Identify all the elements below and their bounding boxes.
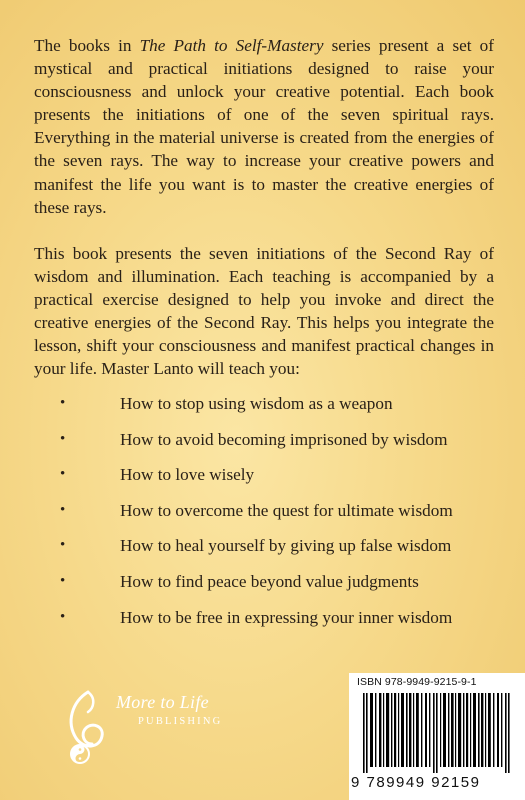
list-item [60, 534, 500, 570]
publisher-name: More to Life [116, 692, 209, 712]
barcode-icon [359, 693, 515, 773]
list-item-text: How to overcome the quest for ultimate wisdom [120, 500, 453, 520]
list-item [60, 570, 500, 606]
list-item-text: How to be free in expressing your inner wisdom [120, 607, 453, 627]
intro-after-title: series present a set of mystical and practical initiations designed to raise your consciousness and unlock your creative potential. Each book presents the initiations of one of the seven spiritual rays. Everything in the material universe is created from the energies of the seven rays. The way to increase your creative powers and manifest the life you want is to master the creative energies of these rays. [34, 36, 494, 217]
series-title: The Path to Self-Mastery [139, 36, 324, 55]
teaching-list [60, 392, 500, 641]
bullet-icon: • [60, 395, 66, 411]
isbn-label: ISBN 978-9949-9215-9-1 [357, 676, 477, 688]
yin-yang-swirl-icon [58, 688, 118, 768]
list-item [60, 463, 500, 499]
list-item-text: How to stop using wisdom as a weapon [120, 394, 393, 413]
bullet-icon: • [60, 430, 66, 447]
barcode-digits: 9 789949 92159 [351, 774, 481, 791]
intro-before-title: The books in [34, 36, 140, 55]
list-item-text: How to find peace beyond value judgments [120, 571, 419, 591]
bullet-icon: • [60, 537, 66, 554]
list-item-text: How to love wisely [120, 465, 255, 485]
list-item-text: How to heal yourself by giving up false wisdom [120, 536, 452, 556]
list-item [60, 392, 500, 428]
publisher-sub: PUBLISHING [138, 716, 223, 727]
list-item [60, 606, 500, 642]
bullet-icon: • [60, 501, 66, 518]
intro-paragraph [34, 34, 494, 219]
barcode-block [349, 673, 525, 800]
publisher-logo [58, 688, 248, 768]
list-item-text: How to avoid becoming imprisoned by wisdom [120, 429, 448, 449]
list-item [60, 499, 500, 535]
bullet-icon: • [60, 572, 66, 589]
list-item [60, 428, 500, 464]
bullet-icon: • [60, 466, 66, 483]
bullet-icon: • [60, 608, 66, 625]
second-paragraph: This book presents the seven initiations of the Second Ray of wisdom and illumination. Each teaching is accompanied by a practical exercise designed to help you invoke and direct the creative energies of the Second Ray. This helps you integrate the lesson, shift your consciousness and manifest practical changes in your life. Master Lanto will teach you: [34, 244, 494, 379]
